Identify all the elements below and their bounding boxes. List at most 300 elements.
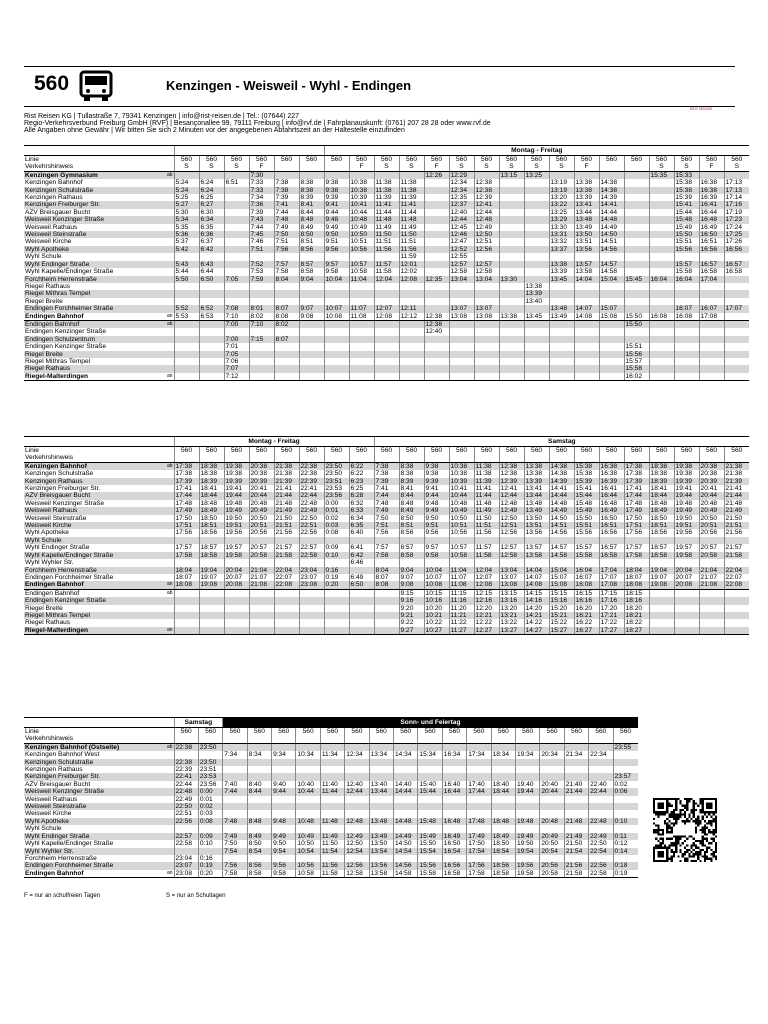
service-note-cell xyxy=(613,735,638,743)
stop-name: AZV Breisgauer Bucht xyxy=(25,780,91,788)
time-cell: 7:51 xyxy=(374,522,399,529)
info-line-3: Alle Angaben ohne Gewähr | Wir bitten Sie sich 2 Minuten vor der angegebenen Abfahrtszeit an der Haltestelle einzufinden xyxy=(24,127,405,134)
time-cell: 13:27 xyxy=(499,627,524,635)
time-cell: 14:04 xyxy=(574,276,599,283)
time-cell: 15:56 xyxy=(624,351,649,358)
time-cell: 15:50 xyxy=(574,515,599,522)
time-cell: 14:22 xyxy=(524,619,549,626)
time-cell: 22:57 xyxy=(174,833,198,840)
time-cell: 13:44 xyxy=(574,209,599,216)
arrival-departure-marker xyxy=(166,283,174,290)
time-cell: 22:50 xyxy=(174,803,198,810)
time-cell: 16:51 xyxy=(599,522,624,529)
time-cell: 15:45 xyxy=(624,276,649,283)
time-cell: 22:39 xyxy=(174,766,198,773)
time-cell xyxy=(549,559,574,566)
time-cell: 12:39 xyxy=(474,194,499,201)
time-cell xyxy=(374,559,399,566)
time-cell xyxy=(699,619,724,626)
time-cell xyxy=(418,796,442,803)
service-note-cell: S xyxy=(549,163,574,171)
timetable-3 xyxy=(24,717,638,878)
time-cell: 9:57 xyxy=(324,261,349,268)
time-cell xyxy=(449,290,474,297)
time-cell xyxy=(249,589,274,597)
time-cell: 9:48 xyxy=(272,818,296,825)
time-cell xyxy=(589,803,613,810)
time-cell xyxy=(249,605,274,612)
table-row xyxy=(24,751,638,758)
time-cell xyxy=(418,766,442,773)
time-cell xyxy=(399,320,424,328)
arrival-departure-marker xyxy=(166,201,174,208)
time-cell xyxy=(345,796,369,803)
time-cell: 12:07 xyxy=(374,305,399,312)
time-cell xyxy=(299,589,324,597)
time-cell: 21:54 xyxy=(564,848,588,855)
service-note-cell xyxy=(574,454,599,462)
table-row xyxy=(24,589,749,597)
time-cell xyxy=(589,759,613,766)
day-group-label: Samstag xyxy=(174,718,223,728)
time-cell: 13:58 xyxy=(574,268,599,275)
time-cell: 20:49 xyxy=(540,833,564,840)
time-cell xyxy=(174,619,199,626)
arrival-departure-marker xyxy=(166,216,174,223)
time-cell: 8:56 xyxy=(299,246,324,253)
time-cell xyxy=(399,358,424,365)
header-spacer xyxy=(24,718,174,728)
time-cell xyxy=(564,766,588,773)
time-cell: 20:08 xyxy=(674,581,699,589)
time-cell xyxy=(394,803,418,810)
time-cell xyxy=(574,290,599,297)
time-cell xyxy=(724,605,749,612)
time-cell: 14:48 xyxy=(599,216,624,223)
time-cell xyxy=(515,766,539,773)
bus-icon xyxy=(78,70,114,102)
time-cell: 9:56 xyxy=(424,529,449,536)
time-cell xyxy=(324,171,349,179)
time-cell: 15:57 xyxy=(624,358,649,365)
time-cell: 13:25 xyxy=(549,209,574,216)
time-cell: 10:41 xyxy=(449,485,474,492)
time-cell xyxy=(599,365,624,372)
time-cell: 13:15 xyxy=(499,171,524,179)
time-cell xyxy=(649,216,674,223)
time-cell: 20:04 xyxy=(224,567,249,574)
service-note-cell xyxy=(296,735,320,743)
time-cell: 8:08 xyxy=(374,581,399,589)
time-cell: 15:08 xyxy=(549,581,574,589)
time-cell: 21:41 xyxy=(274,485,299,492)
time-cell xyxy=(491,796,515,803)
time-cell xyxy=(199,283,224,290)
time-cell: 8:04 xyxy=(274,276,299,283)
time-cell: 19:38 xyxy=(224,462,249,470)
time-cell: 10:22 xyxy=(424,619,449,626)
time-cell: 7:51 xyxy=(249,246,274,253)
stop-name: Endingen Forchheimer Straße xyxy=(24,862,166,869)
time-cell: 16:22 xyxy=(574,619,599,626)
time-cell: 0:08 xyxy=(198,818,222,825)
time-cell xyxy=(249,358,274,365)
time-cell xyxy=(474,290,499,297)
time-cell: 16:58 xyxy=(442,870,466,878)
time-cell xyxy=(724,320,749,328)
service-note-cell xyxy=(515,735,539,743)
time-cell xyxy=(424,224,449,231)
time-cell: 13:44 xyxy=(524,492,549,499)
arrival-departure-marker xyxy=(166,855,174,862)
time-cell xyxy=(564,796,588,803)
time-cell: 21:51 xyxy=(274,522,299,529)
service-note-cell xyxy=(624,454,649,462)
time-cell xyxy=(649,365,674,372)
time-cell xyxy=(564,803,588,810)
time-cell xyxy=(674,373,699,381)
time-cell xyxy=(369,796,393,803)
time-cell xyxy=(418,759,442,766)
time-cell xyxy=(674,365,699,372)
time-cell xyxy=(449,351,474,358)
legend-f: F = nur an schulfreien Tagen xyxy=(24,893,101,899)
time-cell: 16:16 xyxy=(574,597,599,604)
time-cell xyxy=(374,343,399,350)
time-cell xyxy=(574,171,599,179)
line-number-cell: 560 xyxy=(272,728,296,736)
time-cell: 14:49 xyxy=(549,507,574,514)
time-cell: 19:54 xyxy=(515,848,539,855)
time-cell: 12:57 xyxy=(449,261,474,268)
time-cell xyxy=(449,320,474,328)
time-cell xyxy=(699,597,724,604)
time-cell xyxy=(624,209,649,216)
time-cell xyxy=(624,194,649,201)
time-cell xyxy=(442,796,466,803)
table-row xyxy=(24,171,749,179)
time-cell xyxy=(324,597,349,604)
time-cell xyxy=(199,373,224,381)
stop-name: Wyhl Apotheke xyxy=(25,529,69,537)
time-cell: 17:50 xyxy=(467,840,491,847)
time-cell: 17:57 xyxy=(174,544,199,551)
time-cell: 13:32 xyxy=(549,238,574,245)
table-row xyxy=(24,343,749,350)
time-cell xyxy=(649,627,674,635)
time-cell xyxy=(499,328,524,335)
time-cell xyxy=(174,336,199,343)
time-cell: 18:56 xyxy=(649,529,674,536)
time-cell xyxy=(324,358,349,365)
service-note-cell: S xyxy=(674,163,699,171)
time-cell xyxy=(491,759,515,766)
time-cell: 21:38 xyxy=(724,462,749,470)
time-cell: 15:38 xyxy=(674,179,699,186)
time-cell xyxy=(699,373,724,381)
time-cell: 16:34 xyxy=(442,751,466,758)
service-note-cell xyxy=(599,163,624,171)
time-cell xyxy=(474,298,499,305)
time-cell: 13:51 xyxy=(524,522,549,529)
time-cell xyxy=(724,597,749,604)
time-cell: 23:53 xyxy=(324,485,349,492)
time-cell xyxy=(549,328,574,335)
time-cell: 6:23 xyxy=(349,478,374,485)
time-cell xyxy=(174,373,199,381)
time-cell xyxy=(274,559,299,566)
time-cell: 7:00 xyxy=(224,320,249,328)
table-row xyxy=(24,209,749,216)
time-cell: 12:49 xyxy=(499,507,524,514)
table-row xyxy=(24,743,638,751)
time-cell: 17:38 xyxy=(624,470,649,477)
time-cell: 14:58 xyxy=(549,552,574,559)
time-cell xyxy=(499,559,524,566)
time-cell: 20:38 xyxy=(699,462,724,470)
time-cell xyxy=(247,803,271,810)
time-cell: 0:14 xyxy=(613,848,638,855)
time-cell xyxy=(174,290,199,297)
time-cell xyxy=(674,597,699,604)
time-cell xyxy=(349,253,374,260)
time-cell: 16:21 xyxy=(574,612,599,619)
time-cell xyxy=(549,298,574,305)
day-group-label: Montag - Freitag xyxy=(324,146,749,156)
service-note-cell: S xyxy=(174,163,199,171)
time-cell xyxy=(374,589,399,597)
time-cell xyxy=(247,825,271,832)
time-cell xyxy=(349,567,374,574)
time-cell: 7:39 xyxy=(249,209,274,216)
time-cell: 22:58 xyxy=(589,870,613,878)
time-cell: 8:39 xyxy=(299,194,324,201)
arrival-departure-marker xyxy=(166,803,174,810)
arrival-departure-marker xyxy=(166,574,174,581)
table-row xyxy=(24,201,749,208)
time-cell: 13:48 xyxy=(524,500,549,507)
time-cell: 7:46 xyxy=(249,238,274,245)
time-cell: 8:07 xyxy=(374,574,399,581)
time-cell: 10:04 xyxy=(424,567,449,574)
time-cell: 19:41 xyxy=(224,485,249,492)
time-cell xyxy=(624,290,649,297)
time-cell xyxy=(515,796,539,803)
table-row xyxy=(24,862,638,869)
time-cell xyxy=(345,825,369,832)
time-cell xyxy=(394,810,418,817)
time-cell: 16:07 xyxy=(674,305,699,312)
line-number-cell: 560 xyxy=(574,156,599,164)
time-cell xyxy=(399,559,424,566)
time-cell: 6:43 xyxy=(199,261,224,268)
time-cell: 11:48 xyxy=(399,216,424,223)
time-cell xyxy=(564,759,588,766)
time-cell xyxy=(599,559,624,566)
time-cell: 14:15 xyxy=(524,589,549,597)
time-cell: 13:15 xyxy=(499,589,524,597)
line-number-cell: 560 xyxy=(515,728,539,736)
time-cell xyxy=(549,373,574,381)
service-note-cell xyxy=(174,454,199,462)
time-cell: 15:58 xyxy=(624,365,649,372)
time-cell xyxy=(724,343,749,350)
time-cell: 8:58 xyxy=(247,870,271,878)
time-cell: 19:40 xyxy=(515,781,539,788)
time-cell: 13:39 xyxy=(524,478,549,485)
time-cell: 23:50 xyxy=(324,462,349,470)
table-row xyxy=(24,238,749,245)
time-cell: 11:48 xyxy=(320,818,344,825)
time-cell xyxy=(349,298,374,305)
table-row xyxy=(24,179,749,186)
time-cell xyxy=(549,320,574,328)
time-cell: 8:44 xyxy=(299,209,324,216)
table-row xyxy=(24,529,749,536)
time-cell xyxy=(249,253,274,260)
stop-name: Kenzingen Freiburger Str. xyxy=(24,773,166,780)
time-cell: 9:07 xyxy=(399,574,424,581)
time-cell: 13:50 xyxy=(574,231,599,238)
time-cell: 23:04 xyxy=(174,855,198,862)
time-cell: 21:48 xyxy=(564,818,588,825)
arrival-departure-marker xyxy=(166,500,174,507)
time-cell: 10:08 xyxy=(424,581,449,589)
time-cell xyxy=(369,766,393,773)
time-cell xyxy=(699,559,724,566)
time-cell: 9:15 xyxy=(399,589,424,597)
qr-code[interactable] xyxy=(653,798,717,862)
stop-name: Weisweil Steinstraße xyxy=(24,231,166,238)
time-cell xyxy=(249,597,274,604)
time-cell: 8:38 xyxy=(299,187,324,194)
time-cell xyxy=(424,298,449,305)
time-cell xyxy=(349,605,374,612)
time-cell xyxy=(564,825,588,832)
time-cell: 18:41 xyxy=(199,485,224,492)
time-cell xyxy=(674,619,699,626)
time-cell: 6:37 xyxy=(199,238,224,245)
table-row xyxy=(24,803,638,810)
time-cell: 21:51 xyxy=(724,522,749,529)
time-cell xyxy=(540,803,564,810)
time-cell xyxy=(549,283,574,290)
time-cell: 7:52 xyxy=(249,261,274,268)
time-cell xyxy=(224,283,249,290)
line-number-cell: 560 xyxy=(624,156,649,164)
time-cell: 17:57 xyxy=(624,544,649,551)
time-cell: 21:49 xyxy=(724,507,749,514)
time-cell xyxy=(296,743,320,751)
time-cell xyxy=(424,343,449,350)
time-cell xyxy=(613,751,638,758)
time-cell: 17:07 xyxy=(724,305,749,312)
time-cell: 17:56 xyxy=(624,529,649,536)
arrival-departure-marker xyxy=(166,848,174,855)
time-cell: 7:07 xyxy=(224,365,249,372)
time-cell: 7:01 xyxy=(224,343,249,350)
time-cell xyxy=(649,589,674,597)
time-cell: 10:38 xyxy=(449,462,474,470)
time-cell xyxy=(724,283,749,290)
stop-name: Riegel Breite xyxy=(25,604,63,612)
time-cell: 22:56 xyxy=(589,862,613,869)
time-cell xyxy=(499,246,524,253)
time-cell: 15:54 xyxy=(418,848,442,855)
table-row xyxy=(24,231,749,238)
time-cell xyxy=(649,305,674,312)
line-number-cell: 560 xyxy=(449,447,474,455)
time-cell: 13:51 xyxy=(574,238,599,245)
time-cell: 21:44 xyxy=(274,492,299,499)
time-cell: 20:50 xyxy=(699,515,724,522)
time-cell: 11:04 xyxy=(349,276,374,283)
time-cell: 7:38 xyxy=(374,462,399,470)
time-cell: 18:40 xyxy=(491,781,515,788)
time-cell: 10:08 xyxy=(324,313,349,321)
service-note-cell xyxy=(499,454,524,462)
time-cell: 0:01 xyxy=(324,507,349,514)
table-row xyxy=(24,328,749,335)
time-cell: 18:49 xyxy=(199,507,224,514)
time-cell: 6:42 xyxy=(349,552,374,559)
time-cell: 12:29 xyxy=(449,171,474,179)
time-cell: 8:41 xyxy=(299,201,324,208)
time-cell: 17:16 xyxy=(724,201,749,208)
service-note-cell xyxy=(223,735,247,743)
day-group-label: Samstag xyxy=(374,437,749,447)
table-row xyxy=(24,492,749,499)
time-cell xyxy=(674,343,699,350)
time-cell: 18:57 xyxy=(649,544,674,551)
time-cell xyxy=(499,238,524,245)
time-cell: 10:56 xyxy=(296,862,320,869)
service-note-cell: F xyxy=(574,163,599,171)
time-cell xyxy=(299,290,324,297)
time-cell xyxy=(589,743,613,751)
time-cell: 10:44 xyxy=(349,209,374,216)
time-cell: 0:16 xyxy=(324,567,349,574)
time-cell: 22:44 xyxy=(299,492,324,499)
time-cell: 9:44 xyxy=(424,492,449,499)
time-cell: 0:00 xyxy=(198,788,222,795)
time-cell xyxy=(247,796,271,803)
time-cell: 14:21 xyxy=(524,612,549,619)
time-cell xyxy=(524,238,549,245)
line-number-cell: 560 xyxy=(174,447,199,455)
time-cell: 18:44 xyxy=(491,788,515,795)
time-cell: 12:51 xyxy=(499,522,524,529)
time-cell: 20:41 xyxy=(699,485,724,492)
stop-name: Kenzingen Schulstraße xyxy=(24,187,166,194)
time-cell xyxy=(549,365,574,372)
time-cell: 20:58 xyxy=(540,870,564,878)
service-note-cell xyxy=(524,454,549,462)
time-cell: 8:38 xyxy=(399,470,424,477)
arrival-departure-marker xyxy=(166,515,174,522)
table-row xyxy=(24,261,749,268)
time-cell: 12:38 xyxy=(499,462,524,470)
time-cell: 13:54 xyxy=(369,848,393,855)
time-cell xyxy=(174,848,198,855)
time-cell: 10:50 xyxy=(349,231,374,238)
time-cell: 9:48 xyxy=(324,216,349,223)
service-note-cell xyxy=(199,454,224,462)
time-cell xyxy=(491,766,515,773)
time-cell xyxy=(674,253,699,260)
stop-name: Wyhl Endinger Straße xyxy=(24,833,166,840)
day-header-row xyxy=(24,718,638,728)
